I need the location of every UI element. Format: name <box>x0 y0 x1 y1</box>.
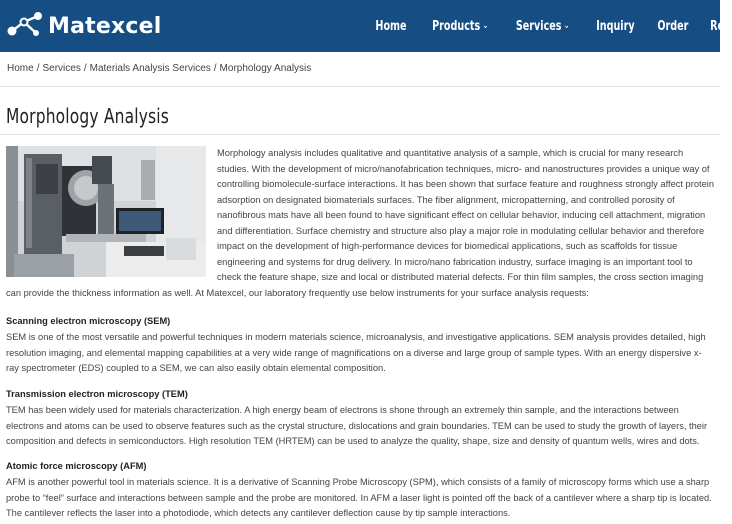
breadcrumb-home[interactable]: Home <box>7 63 34 74</box>
intro-paragraph: Morphology analysis includes qualitative and quantitative analysis of a sample, which is crucial for many research studies. With the development of micro/nanofabrication techniques, micro- and nanostructures provides a unique way of controlling biomolecule-surface interactions. It has been shown that surface feature and roughness strongly affect protein adsorption on designated biomaterials surfaces. The fiber alignment, micropatterning, and controlled porosity of nanofibrous mats have all been found to have significant effect on cellular behavior, inducing cell attachment, migration and differentiation. Surface chemistry and structure also play a major role in modulating cellular behavior and therefore impact on the development of high-performance devices for biomedical applications, such as scaffolds for tissue engineering and systems for drug delivery. In micro/nano fabrication industry, surface imaging is an important tool to check the feature shape, size and local or distributed material defects. For thin film samples, the cross section imaging can provide the thickness information as well. At Matexcel, our laboratory frequently use below instruments for your surface analysis requests: <box>6 148 714 298</box>
section-text-afm: AFM is another powerful tool in materials science. It is a derivative of Scanning Probe Microscopy (SPM), which consists of a family of microscopy forms which use a sharp probe to “feel” surface and interactions between sample and the probe are monitored. In AFM a laser light is pointed off the back of a cantilever where a sharp tip is located. The cantilever reflects the laser into a photodiode, which detects any cantilever deflection cause by tip sample interactions. <box>6 477 712 518</box>
main-nav <box>356 0 732 52</box>
brand-logo[interactable] <box>6 4 161 44</box>
nav-products[interactable]: Products ⌄ <box>431 18 488 34</box>
nav-home[interactable]: Home <box>375 18 407 34</box>
nav-order[interactable]: Order <box>657 18 689 34</box>
divider <box>0 86 720 87</box>
site-header <box>0 0 730 52</box>
brand-name: Matexcel <box>48 13 162 39</box>
chevron-down-icon: ⌄ <box>482 21 488 31</box>
section-heading-afm: Atomic force microscopy (AFM) <box>6 461 147 471</box>
page-title: Morphology Analysis <box>6 104 169 128</box>
breadcrumb-current: Morphology Analysis <box>219 63 312 74</box>
nav-resources[interactable]: Res <box>710 18 730 34</box>
chevron-down-icon: ⌄ <box>564 21 570 31</box>
breadcrumb-materials-analysis[interactable]: Materials Analysis Services <box>89 63 211 74</box>
nav-inquiry[interactable]: Inquiry <box>595 18 635 34</box>
section-heading-tem: Transmission electron microscopy (TEM) <box>6 389 188 399</box>
breadcrumb: Home / Services / Materials Analysis Services / Morphology Analysis <box>7 63 312 74</box>
divider <box>0 134 720 135</box>
nav-services[interactable]: Services ⌄ <box>516 18 570 34</box>
molecule-logo-icon <box>6 9 46 39</box>
photo-spacer <box>6 146 206 277</box>
section-text-tem: TEM has been widely used for materials characterization. A high energy beam of electrons is shone through an extremely thin sample, and the interactions between electrons and atoms can be used to observe features such as the crystal structure, dislocations and grain boundaries. TEM can be used to study the growth of layers, their composition and defects in semiconductors. High resolution TEM (HRTEM) can be used to analyze the quality, shape, size and density of quantum wells, wires and dots. <box>6 405 708 446</box>
section-heading-sem: Scanning electron microscopy (SEM) <box>6 316 171 326</box>
breadcrumb-services[interactable]: Services <box>42 63 81 74</box>
section-text-sem: SEM is one of the most versatile and powerful techniques in modern materials science, microanalysis, and investigative applications. SEM analysis provides detailed, high resolution imaging, and elemental mapping capabilities at a very wide range of magnifications on a diverse and large group of sample types. With an energy dispersive x-ray spectrometer (EDS) coupled to a SEM, we can also easily obtain elemental composition. <box>6 332 706 373</box>
